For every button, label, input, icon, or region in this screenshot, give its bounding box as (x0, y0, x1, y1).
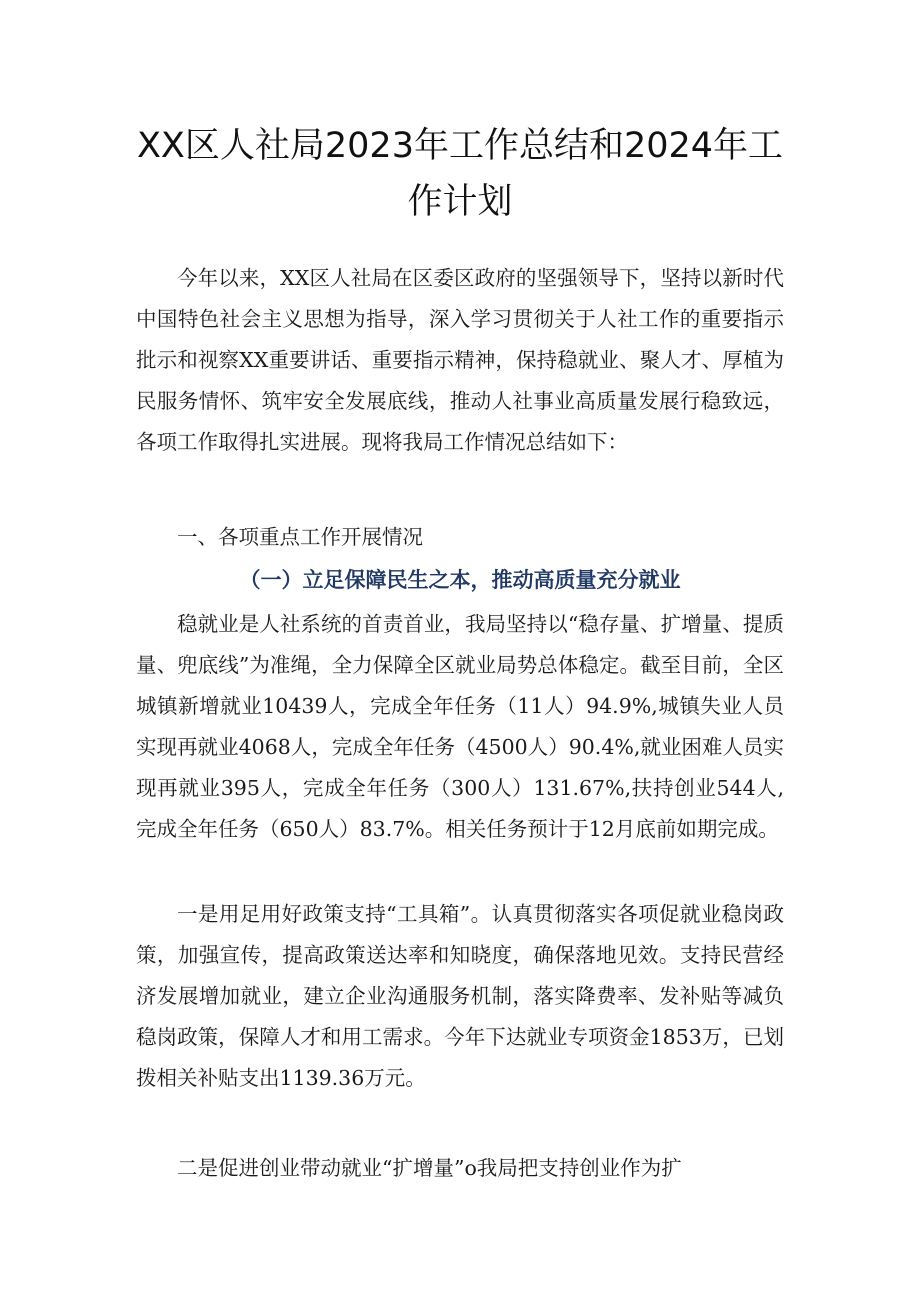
intro-paragraph: 今年以来，XX区人社局在区委区政府的坚强领导下，坚持以新时代中国特色社会主义思想为指导，深入学习贯彻关于人社工作的重要指示批示和视察XX重要讲话、重要指示精神，保持稳就业、聚人才、厚植为民服务情怀、筑牢安全发展底线，推动人社事业高质量发展行稳致远，各项工作取得扎实进展。现将我局工作情况总结如下： (136, 266, 784, 454)
section-heading: 一、各项重点工作开展情况 (177, 525, 423, 549)
document-title: XX区人社局2023年工作总结和2024年工作计划 (136, 126, 784, 222)
entrepreneurship-paragraph: 二是促进创业带动就业“扩增量”o我局把支持创业作为扩 (177, 1156, 682, 1180)
employment-summary-paragraph: 稳就业是人社系统的首责首业，我局坚持以“稳存量、扩增量、提质量、兜底线”为准绳，全力保障全区就业局势总体稳定。截至目前，全区城镇新增就业10439人，完成全年任务（11人）94.9%,城镇失业人员实现再就业4068人，完成全年任务（4500人）90.4%,就业困难人员实现再就业395人，完成全年任务（300人）131.67%,扶持创业544人,完成全年任务（650人）83.7%。相关任务预计于12月底前如期完成。 (136, 612, 784, 841)
subsection-heading: （一）立足保障民生之本，推动高质量充分就业 (239, 568, 681, 592)
policy-toolbox-paragraph: 一是用足用好政策支持“工具箱”。认真贯彻落实各项促就业稳岗政策，加强宣传，提高政策送达率和知晓度，确保落地见效。支持民营经济发展增加就业，建立企业沟通服务机制，落实降费率、发补贴等减负稳岗政策，保障人才和用工需求。今年下达就业专项资金1853万，已划拨相关补贴支出1139.36万元。 (136, 902, 784, 1090)
